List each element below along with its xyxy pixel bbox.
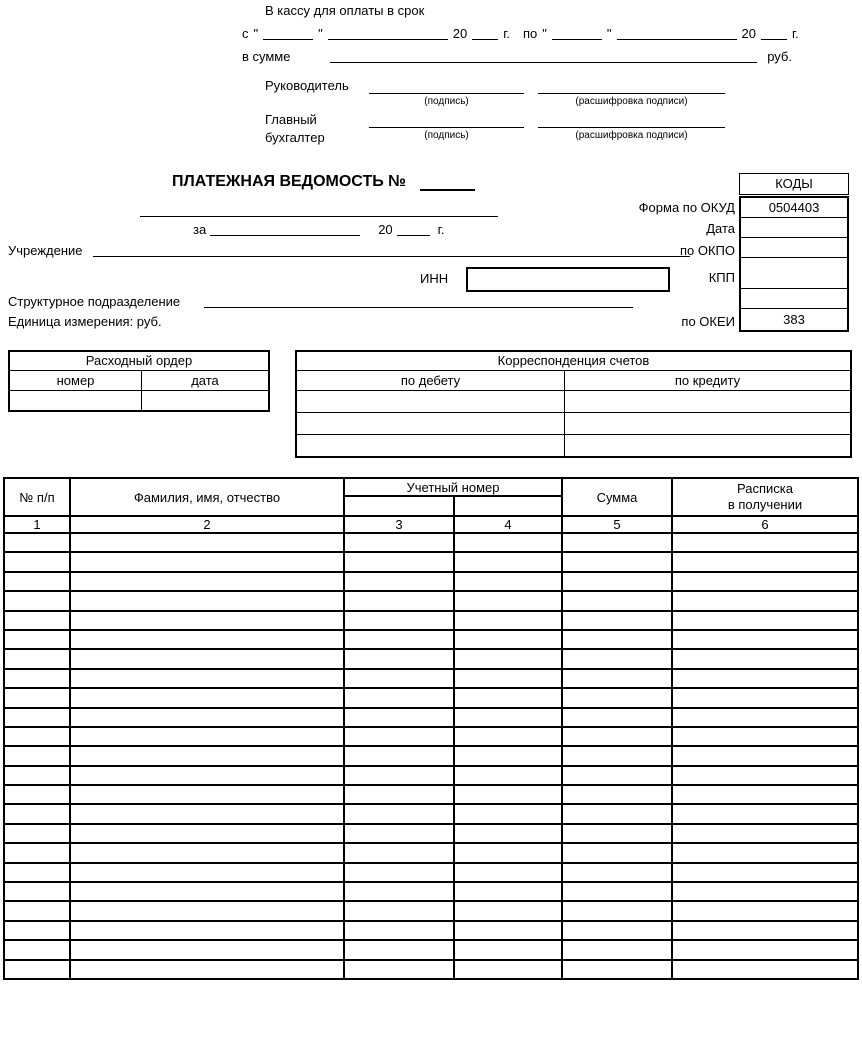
empty-cell [562,572,672,591]
empty-cell [70,921,344,940]
expense-number-header: номер [10,371,142,390]
empty-cell [454,649,562,668]
chief-accountant-label [265,111,369,147]
empty-cell [70,766,344,785]
empty-cell [672,611,858,630]
signature-caption: (подпись) [424,96,469,107]
empty-cell [562,785,672,804]
head-signature-blank [369,78,524,94]
empty-cell [454,572,562,591]
empty-cell [4,688,70,707]
empty-cell [4,630,70,649]
empty-row [4,785,858,804]
empty-cell [454,591,562,610]
date-label: Дата [706,221,735,236]
form-title: ПЛАТЕЖНАЯ ВЕДОМОСТЬ № [172,173,406,190]
empty-row [297,413,850,435]
account-sub-cell-1 [344,496,454,516]
name-blank-line [140,216,498,217]
empty-cell [4,843,70,862]
empty-cell [70,863,344,882]
empty-cell [4,785,70,804]
receipt-header-line1: Расписка [737,481,793,497]
empty-cell [4,552,70,571]
empty-row [4,804,858,823]
empty-cell [4,649,70,668]
empty-cell [344,960,454,979]
to-label: по [523,26,538,41]
empty-cell [672,688,858,707]
empty-cell [344,766,454,785]
empty-cell [344,901,454,920]
empty-cell [562,611,672,630]
empty-cell [562,940,672,959]
empty-cell [344,843,454,862]
empty-cell [454,688,562,707]
column-numbers-row [4,516,858,533]
inn-label: ИНН [420,271,449,286]
head-transcript-blank [538,78,725,94]
empty-cell [454,533,562,552]
period-year-suffix: г. [437,222,445,237]
empty-cell [297,391,565,412]
rub-label: руб. [767,49,792,64]
empty-cell [70,746,344,765]
empty-cell [70,843,344,862]
empty-cell [70,669,344,688]
empty-cell [562,649,672,668]
empty-cell [344,533,454,552]
empty-cell [562,882,672,901]
from-label: с [242,26,249,41]
receipt-header [672,478,858,516]
codes-header: КОДЫ [739,173,849,195]
empty-cell [672,824,858,843]
col-number: 6 [672,516,858,533]
head-transcript-field [538,78,725,107]
empty-row [4,611,858,630]
empty-cell [344,804,454,823]
empty-cell [454,785,562,804]
name-header: Фамилия, имя, отчество [70,478,344,516]
empty-cell [565,413,850,434]
empty-cell [70,591,344,610]
empty-cell [454,921,562,940]
empty-cell [70,688,344,707]
empty-cell [70,630,344,649]
year-from-blank [472,39,498,40]
chief-label-line1: Главный [265,112,317,127]
empty-cell [4,960,70,979]
empty-row [4,708,858,727]
empty-row [297,391,850,413]
empty-row [4,533,858,552]
date-value-cell [741,218,847,238]
empty-cell [672,940,858,959]
empty-cell [562,708,672,727]
institution-label: Учреждение [8,243,83,258]
empty-cell [672,746,858,765]
empty-row [4,688,858,707]
amount-line [242,49,792,64]
empty-cell [672,804,858,823]
empty-cell [672,882,858,901]
empty-row [297,435,850,456]
empty-cell [344,591,454,610]
empty-cell [344,863,454,882]
empty-cell [70,649,344,668]
col-number: 1 [4,516,70,533]
empty-cell [142,391,268,410]
empty-cell [344,630,454,649]
empty-cell [4,804,70,823]
expense-date-header: дата [191,373,219,388]
credit-header: по кредиту [674,373,741,388]
empty-row [4,960,858,979]
empty-cell [4,611,70,630]
month-from-blank [328,39,448,40]
transcript-caption: (расшифровка подписи) [575,96,688,107]
empty-cell [672,921,858,940]
empty-cell [4,727,70,746]
okei-value-cell: 383 [783,312,805,327]
year-prefix-from: 20 [452,26,468,41]
empty-cell [562,669,672,688]
empty-cell [562,552,672,571]
empty-cell [672,708,858,727]
empty-row [4,766,858,785]
year-to-blank [761,39,787,40]
correspondence-title: Корреспонденция счетов [297,352,850,371]
za-label: за [193,222,207,237]
period-year-prefix: 20 [378,222,393,237]
empty-cell [672,960,858,979]
correspondence-table [295,350,852,458]
empty-row [4,649,858,668]
empty-cell [454,843,562,862]
empty-cell [562,766,672,785]
empty-cell [70,901,344,920]
empty-cell [454,746,562,765]
empty-cell [672,766,858,785]
empty-cell [70,940,344,959]
empty-cell [4,591,70,610]
empty-cell [70,785,344,804]
empty-cell [344,882,454,901]
empty-cell [70,611,344,630]
empty-cell [672,863,858,882]
empty-cell [344,940,454,959]
empty-cell [344,746,454,765]
empty-cell [454,669,562,688]
empty-cell [70,824,344,843]
division-label: Структурное подразделение [8,294,181,309]
open-quote-from: " [253,26,259,41]
close-quote-to: " [606,26,612,41]
receipt-header-line2: в получении [727,497,803,512]
expense-order-body [10,391,268,410]
empty-row [4,921,858,940]
transcript-caption: (расшифровка подписи) [575,130,688,141]
empty-row [4,940,858,959]
empty-cell [562,863,672,882]
empty-cell [344,688,454,707]
empty-cell [562,901,672,920]
empty-cell [4,572,70,591]
signature-caption: (подпись) [424,130,469,141]
empty-cell [344,552,454,571]
amount-label: в сумме [242,49,291,64]
codes-body [739,196,849,332]
expense-order-table [8,350,270,412]
account-number-header: Учетный номер [344,478,562,496]
close-quote-from: " [318,26,323,41]
division-blank [204,307,633,308]
col-number: 3 [344,516,454,533]
col-number: 4 [454,516,562,533]
empty-cell [4,708,70,727]
year-prefix-to: 20 [741,26,756,41]
empty-cell [454,940,562,959]
empty-cell [454,766,562,785]
empty-cell [454,804,562,823]
head-label: Руководитель [265,78,349,93]
empty-cell [672,630,858,649]
empty-row [10,391,268,410]
head-signature-field [369,78,524,107]
empty-cell [562,533,672,552]
empty-cell [4,533,70,552]
empty-row [4,591,858,610]
empty-cell [344,921,454,940]
okpo-label: по ОКПО [679,243,735,258]
inn-box [466,267,670,292]
open-quote-to: " [542,26,547,41]
chief-transcript-blank [538,111,725,128]
empty-cell [4,901,70,920]
chief-transcript-field [538,111,725,147]
institution-line [8,243,690,258]
day-to-blank [552,39,602,40]
empty-cell [4,669,70,688]
empty-row [4,863,858,882]
empty-cell [4,921,70,940]
empty-cell [672,552,858,571]
empty-cell [344,572,454,591]
kpp-label: КПП [708,270,735,285]
sheet-number-blank [420,189,475,191]
head-signature-row [265,78,725,107]
empty-row [4,843,858,862]
empty-cell [70,960,344,979]
account-sub-cell-2 [454,496,562,516]
empty-cell [562,746,672,765]
empty-cell [344,611,454,630]
year-suffix-from: г. [503,26,510,41]
okud-label: Форма по ОКУД [638,200,735,215]
empty-cell [344,727,454,746]
empty-cell [70,882,344,901]
empty-cell [454,708,562,727]
empty-cell [672,669,858,688]
empty-cell [454,611,562,630]
empty-cell [562,960,672,979]
empty-cell [454,552,562,571]
payment-period-line [242,26,799,41]
empty-cell [672,533,858,552]
empty-row [4,882,858,901]
empty-cell [562,921,672,940]
year-suffix-to: г. [792,26,799,41]
empty-cell [344,708,454,727]
chief-accountant-signature-row [265,111,725,147]
empty-cell [70,727,344,746]
expense-order-header-row [10,371,268,391]
empty-cell [565,391,850,412]
month-to-blank [617,39,737,40]
empty-cell [344,669,454,688]
empty-cell [344,649,454,668]
empty-row [4,824,858,843]
empty-cell [562,824,672,843]
debit-header: по дебету [297,371,565,390]
extra-value-cell [741,289,847,309]
col-number: 2 [70,516,344,533]
empty-cell [4,766,70,785]
empty-cell [70,533,344,552]
empty-cell [672,843,858,862]
empty-cell [454,901,562,920]
codes-box [739,173,849,332]
empty-cell [70,572,344,591]
empty-cell [672,785,858,804]
empty-cell [4,882,70,901]
unit-label: Единица измерения: руб. [8,314,162,329]
empty-cell [454,727,562,746]
kpp-value-cell [741,258,847,289]
division-line [8,294,633,309]
chief-label-line2: бухгалтер [265,130,325,145]
empty-row [4,669,858,688]
header-row-1 [4,478,858,496]
empty-cell [4,824,70,843]
empty-cell [70,552,344,571]
empty-cell [562,727,672,746]
empty-cell [454,630,562,649]
empty-cell [344,824,454,843]
empty-row [4,552,858,571]
empty-cell [454,882,562,901]
empty-cell [672,901,858,920]
empty-cell [672,727,858,746]
empty-cell [70,804,344,823]
empty-cell [562,688,672,707]
empty-cell [4,863,70,882]
empty-cell [565,435,850,456]
empty-cell [672,572,858,591]
correspondence-header-row [297,371,850,391]
empty-cell [562,630,672,649]
form-title-line [172,173,475,191]
empty-cell [562,591,672,610]
period-blank [210,235,360,236]
empty-cell [70,708,344,727]
kassa-title: В кассу для оплаты в срок [265,3,425,18]
empty-cell [4,940,70,959]
period-year-blank [397,235,430,236]
day-from-blank [263,39,313,40]
col-number: 5 [562,516,672,533]
empty-cell [562,804,672,823]
period-line [193,222,444,237]
okud-value-cell: 0504403 [741,198,847,218]
num-header: № п/п [4,478,70,516]
chief-signature-blank [369,111,524,128]
okpo-value-cell [741,238,847,258]
empty-cell [454,824,562,843]
correspondence-body [297,391,850,456]
empty-cell [10,391,142,410]
empty-row [4,746,858,765]
payroll-table [3,477,859,980]
empty-cell [297,435,565,456]
main-table-body [4,533,858,979]
sum-header: Сумма [562,478,672,516]
empty-row [4,727,858,746]
empty-cell [344,785,454,804]
empty-row [4,572,858,591]
amount-blank [330,62,757,63]
empty-row [4,901,858,920]
expense-order-title: Расходный ордер [10,352,268,371]
empty-cell [672,649,858,668]
chief-signature-field [369,111,524,147]
empty-cell [297,413,565,434]
okei-label: по ОКЕИ [681,314,735,329]
empty-cell [4,746,70,765]
empty-cell [454,960,562,979]
empty-cell [672,591,858,610]
empty-row [4,630,858,649]
empty-cell [454,863,562,882]
institution-blank [93,256,690,257]
empty-cell [562,843,672,862]
